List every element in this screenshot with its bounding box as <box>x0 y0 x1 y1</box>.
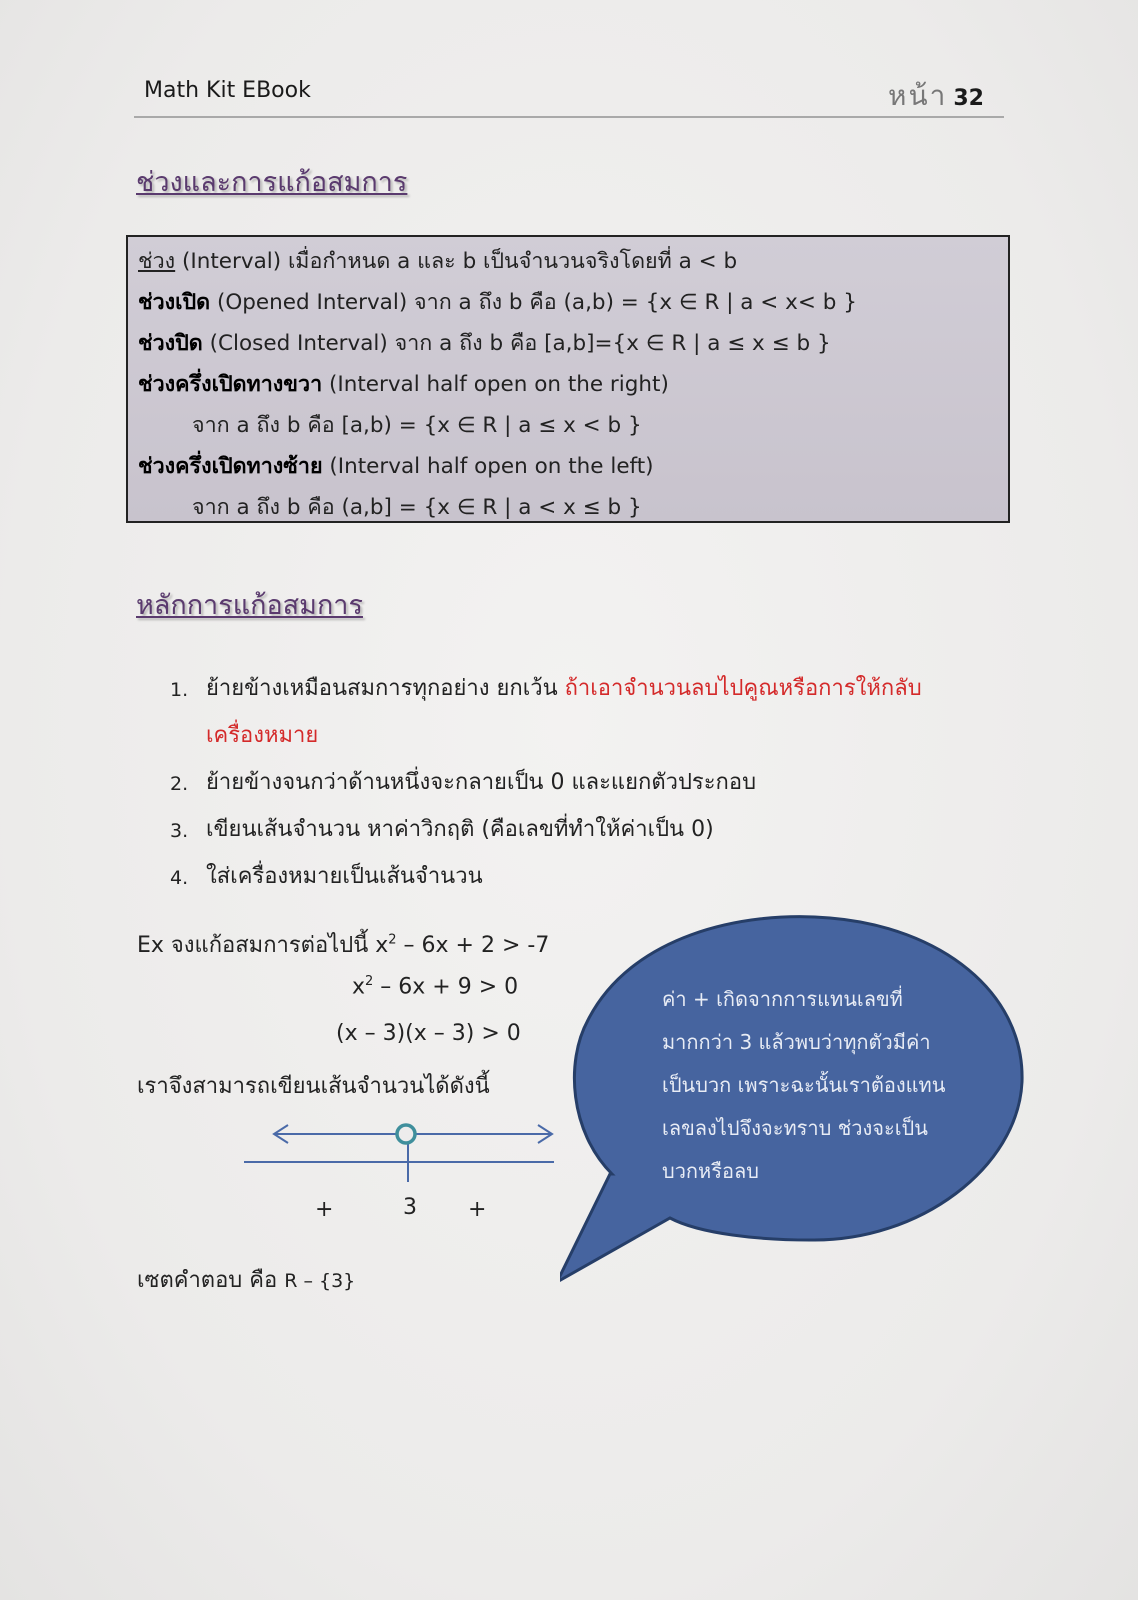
term-opened: ช่วงเปิด <box>138 290 211 315</box>
example-text: Ex จงแก้อสมการต่อไปนี้ x <box>137 933 389 958</box>
step-number: 4. <box>170 867 189 889</box>
list-item <box>170 759 930 806</box>
equation-step-3: (x – 3)(x – 3) > 0 <box>336 1021 521 1046</box>
step-number: 1. <box>170 679 189 701</box>
callout-line: เป็นบวก เพราะฉะนั้นเราต้องแทน <box>662 1073 946 1097</box>
term-half-open-left: ช่วงครึ่งเปิดทางซ้าย <box>138 454 323 479</box>
answer-label: เซตคำตอบ คือ <box>137 1268 285 1293</box>
example-text: – 6x + 2 > -7 <box>396 933 550 958</box>
page-label: หน้า <box>888 79 948 112</box>
answer-set <box>137 1262 355 1297</box>
sign-left: + <box>315 1197 334 1222</box>
example-intro <box>137 927 549 962</box>
critical-value-label: 3 <box>403 1195 417 1220</box>
callout-line: มากกว่า 3 แล้วพบว่าทุกตัวมีค่า <box>662 1030 931 1054</box>
def-text: (Closed Interval) จาก a ถึง b คือ [a,b]={x ∈ R | a ≤ x ≤ b } <box>202 331 831 356</box>
list-item <box>170 806 930 853</box>
exponent: 2 <box>365 974 374 989</box>
term-closed: ช่วงปิด <box>138 331 203 356</box>
step-number: 3. <box>170 820 189 842</box>
callout-line: บวกหรือลบ <box>662 1159 759 1183</box>
sign-right: + <box>468 1197 487 1222</box>
interval-definitions-box <box>126 235 1010 523</box>
term-half-open-right: ช่วงครึ่งเปิดทางขวา <box>138 372 323 397</box>
closed-interval-line <box>138 323 998 364</box>
step-text: เขียนเส้นจำนวน หาค่าวิกฤติ (คือเลขที่ทำให้ค่าเป็น 0) <box>206 817 714 842</box>
equation-text: – 6x + 9 > 0 <box>373 974 519 1000</box>
def-text: (Interval half open on the left) <box>322 454 654 479</box>
section-heading-intervals: ช่วงและการแก้อสมการ <box>136 167 408 198</box>
callout-text <box>662 978 982 1193</box>
step-highlight: ถ้าเอาจำนวนลบไปคูณหรือการให้กลับเครื่องหมาย <box>206 676 922 748</box>
answer-value: R – {3} <box>284 1270 356 1292</box>
opened-interval-line <box>138 282 998 323</box>
list-item <box>170 665 930 759</box>
page-number: 32 <box>953 86 984 111</box>
term-interval: ช่วง <box>138 249 176 274</box>
half-open-left-def: จาก a ถึง b คือ (a,b] = {x ∈ R | a < x ≤ b } <box>192 495 642 520</box>
steps-list <box>170 665 930 900</box>
number-line-diagram <box>238 1118 568 1198</box>
numberline-caption: เราจึงสามารถเขียนเส้นจำนวนได้ดังนี้ <box>137 1074 490 1099</box>
open-circle-point <box>397 1125 415 1143</box>
equation-step-2 <box>352 974 518 999</box>
def-text: (Opened Interval) จาก a ถึง b คือ (a,b) = {x ∈ R | a < x< b } <box>210 290 857 315</box>
page-indicator <box>888 74 984 118</box>
book-title: Math Kit EBook <box>144 78 311 103</box>
step-number: 2. <box>170 773 189 795</box>
def-text: (Interval half open on the right) <box>322 372 669 397</box>
exponent: 2 <box>388 932 397 948</box>
step-text: ย้ายข้างเหมือนสมการทุกอย่าง ยกเว้น <box>206 676 565 701</box>
callout-line: เลขลงไปจึงจะทราบ ช่วงจะเป็น <box>662 1116 928 1140</box>
interval-def-line <box>138 241 998 282</box>
step-text: ใส่เครื่องหมายเป็นเส้นจำนวน <box>206 864 483 889</box>
def-text: (Interval) เมื่อกำหนด a และ b เป็นจำนวนจริงโดยที่ a < b <box>175 249 738 274</box>
section-heading-principles: หลักการแก้อสมการ <box>136 590 363 621</box>
half-open-right-line <box>138 364 998 405</box>
equation-text: x <box>352 974 366 1000</box>
step-text: ย้ายข้างจนกว่าด้านหนึ่งจะกลายเป็น 0 และแยกตัวประกอบ <box>206 770 757 795</box>
header-divider <box>134 116 1004 118</box>
list-item <box>170 853 930 900</box>
half-open-right-def: จาก a ถึง b คือ [a,b) = {x ∈ R | a ≤ x < b } <box>192 413 642 438</box>
half-open-left-line <box>138 446 998 487</box>
callout-line: ค่า + เกิดจากการแทนเลขที่ <box>662 987 903 1011</box>
